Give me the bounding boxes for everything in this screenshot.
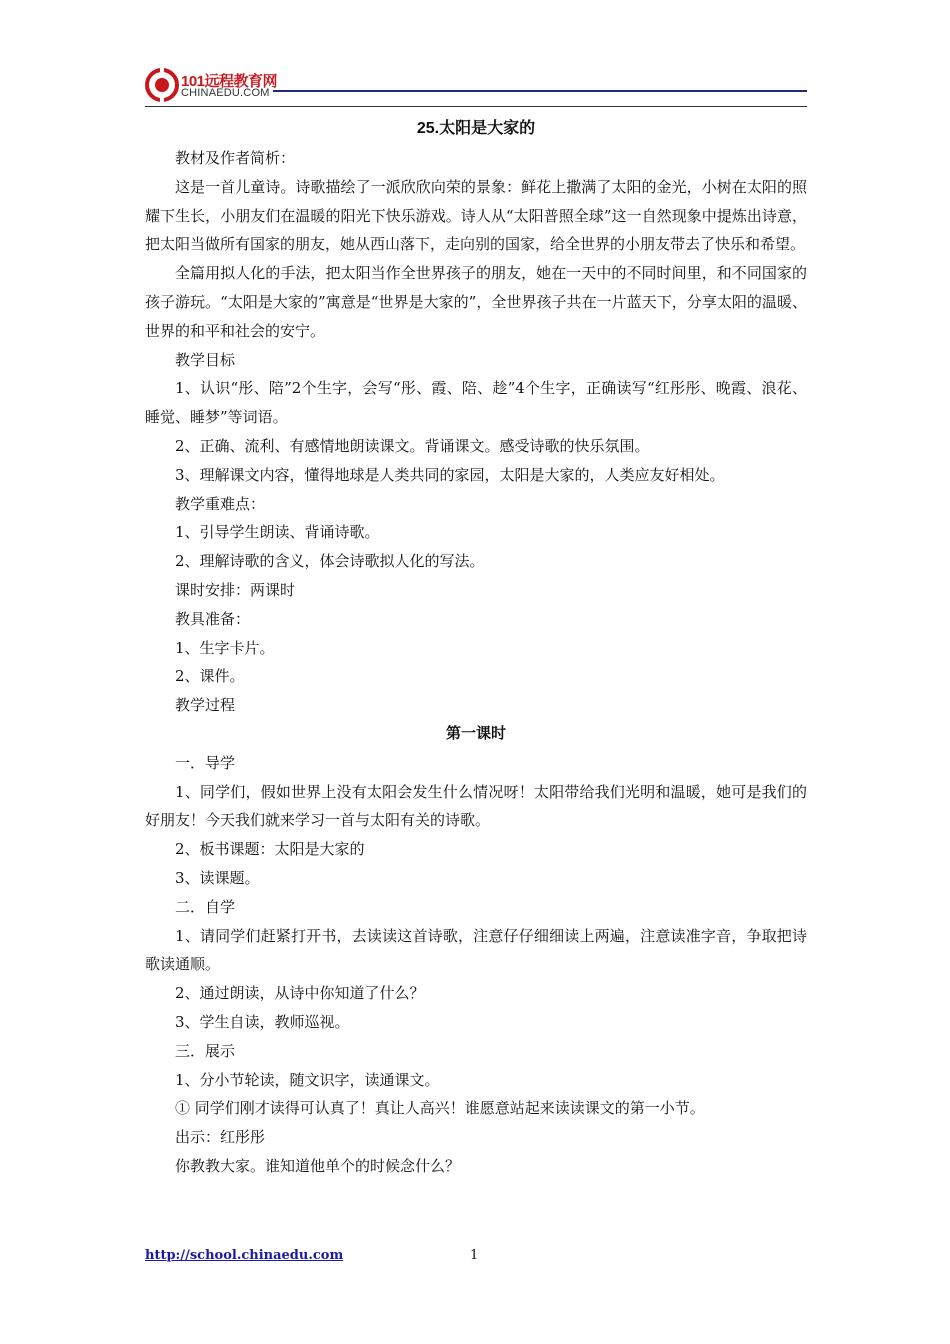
logo-number: 101 bbox=[181, 73, 205, 90]
paragraph: 2、正确、流利、有感情地朗读课文。背诵课文。感受诗歌的快乐氛围。 bbox=[175, 436, 650, 455]
paragraph: 教学过程 bbox=[175, 696, 236, 715]
paragraph: 这是一首儿童诗。诗歌描绘了一派欣欣向荣的景象：鲜花上撒满了太阳的金光，小树在太阳的照耀下生长，小朋友们在温暖的阳光下快乐游戏。诗人从“太阳普照全球”这一自然现象中提炼出诗意，把太阳当做所有国家的朋友，她从西山落下，走向别的国家，给全世界的小朋友带去了快乐和希望。 bbox=[145, 177, 807, 254]
paragraph: 三．展示 bbox=[175, 1041, 236, 1060]
paragraph: 1、引导学生朗读、背诵诗歌。 bbox=[175, 523, 380, 542]
paragraph: 教学目标 bbox=[175, 350, 236, 369]
paragraph: 1、同学们，假如世界上没有太阳会发生什么情况呀！太阳带给我们光明和温暖，她可是我们的好朋友！今天我们就来学习一首与太阳有关的诗歌。 bbox=[145, 782, 807, 830]
paragraph: 课时安排：两课时 bbox=[175, 580, 296, 599]
lesson-subheading: 第一课时 bbox=[445, 724, 506, 742]
paragraph: 教材及作者简析： bbox=[175, 149, 296, 167]
paragraph: 二．自学 bbox=[175, 897, 236, 916]
paragraph: 3、理解课文内容，懂得地球是人类共同的家园，太阳是大家的，人类应友好相处。 bbox=[175, 465, 725, 484]
paragraph: 3、学生自读，教师巡视。 bbox=[175, 1012, 350, 1031]
chinaedu-logo-icon bbox=[145, 68, 179, 102]
paragraph: 3、读课题。 bbox=[175, 868, 260, 887]
document-body bbox=[145, 116, 807, 1181]
paragraph: 教学重难点： bbox=[175, 494, 266, 513]
paragraph: ① 同学们刚才读得可认真了！真让人高兴！谁愿意站起来读读课文的第一小节。 bbox=[175, 1099, 705, 1118]
paragraph: 教具准备： bbox=[175, 609, 251, 628]
paragraph: 1、认识“彤、陪”2个生字，会写“彤、霞、陪、趁”4个生字，正确读写“红彤彤、晚霞、浪花、睡觉、睡梦”等词语。 bbox=[145, 379, 807, 427]
paragraph: 1、请同学们赶紧打开书，去读读这首诗歌，注意仔仔细细读上两遍，注意读准字音，争取把诗歌读通顺。 bbox=[145, 926, 807, 974]
paragraph: 2、通过朗读，从诗中你知道了什么？ bbox=[175, 984, 425, 1003]
page-number: 1 bbox=[470, 1248, 479, 1263]
paragraph: 2、理解诗歌的含义，体会诗歌拟人化的写法。 bbox=[175, 552, 485, 571]
logo-domain: CHINAEDU.COM bbox=[181, 87, 270, 99]
page-header bbox=[145, 66, 807, 106]
paragraph: 1、生字卡片。 bbox=[175, 638, 275, 657]
paragraph: 1、分小节轮读，随文识字，读通课文。 bbox=[175, 1070, 440, 1089]
header-divider bbox=[273, 90, 807, 92]
section-lesson-one bbox=[145, 749, 807, 1181]
paragraph: 你教教大家。谁知道他单个的时候念什么？ bbox=[175, 1156, 461, 1175]
footer-link[interactable]: http://school.chinaedu.com bbox=[145, 1248, 344, 1263]
document-title: 25.太阳是大家的 bbox=[416, 120, 536, 137]
header-rule bbox=[145, 106, 807, 107]
paragraph: 一．导学 bbox=[175, 753, 236, 772]
section-overview bbox=[145, 144, 807, 720]
paragraph: 出示：红彤彤 bbox=[175, 1128, 266, 1147]
logo-name: 远程教育网 bbox=[204, 73, 278, 90]
paragraph: 2、板书课题：太阳是大家的 bbox=[175, 840, 365, 859]
paragraph: 2、课件。 bbox=[175, 667, 245, 686]
paragraph: 全篇用拟人化的手法，把太阳当作全世界孩子的朋友，她在一天中的不同时间里，和不同国家的孩子游玩。“太阳是大家的”寓意是“世界是大家的”，全世界孩子共在一片蓝天下，分享太阳的温暖、世界的和平和社会的安宁。 bbox=[145, 264, 807, 340]
